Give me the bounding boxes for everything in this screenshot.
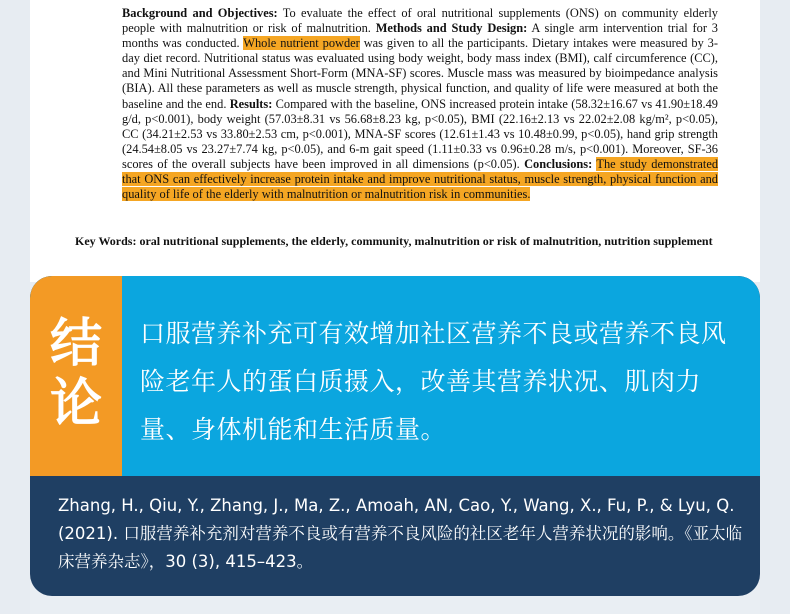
abstract-text-2: A single arm intervention trial for 3 months was conducted. [122,21,719,51]
abstract-paragraph [122,6,718,202]
conclusion-tag [30,276,122,476]
abstract-text-4: Compared with the baseline, ONS increased protein intake (58.32±16.67 vs 41.90±18.49 g/d, p<0.001), body weight (57.03±8.31 vs 56.68±8.23 kg, p<0.05), BMI (22.16±2.13 vs 22.02±2.08 kg/m², p<0.05), CC (34.21±2.53 vs 33.80±2.53 cm, p<0.001), MNA-SF scores (12.61±1.43 vs 10.48±0.99, p<0.05), hand grip strength (24.54±8.05 vs 23.27±7.74 kg, p<0.05), and 6-m gait speed (1.11±0.33 vs 0.96±0.28 m/s, p<0.001). Moreover, SF-36 scores of the overall subjects have been improved in all dimensions (p<0.05). [122,96,718,171]
abstract-text-1: To evaluate the effect of oral nutritional supplements (ONS) on community elderly people with malnutrition or risk of malnutrition. [122,6,719,36]
highlight-whole-nutrient-powder: Whole nutrient powder [243,36,360,51]
conclusion-card [30,276,760,596]
page-margin-right [760,0,790,614]
key-words: Key Words: oral nutritional supplements, the elderly, community, malnutrition or risk of malnutrition, nutrition supplement [75,234,713,248]
highlight-conclusion: The study demonstrated that ONS can effectively increase protein intake and improve nutritional status, muscle strength, physical function and quality of life of the elderly with malnutrition or malnutrition risk in communities. [122,156,719,202]
citation: Zhang, H., Qiu, Y., Zhang, J., Ma, Z., Amoah, AN, Cao, Y., Wang, X., Fu, P., & Lyu, Q. (2021). 口服营养补充剂对营养不良或有营养不良风险的社区老年人营养状况的影响。《亚太临床营养杂志》，30 (3), 415–423。 [58,496,743,571]
conclusions-label: Conclusions: [524,156,593,171]
page-margin-left [0,0,30,614]
tag-char-1: 结 [49,314,102,374]
methods-label: Methods and Study Design: [375,21,528,36]
conclusion-panel [30,276,760,476]
results-label: Results: [229,96,273,111]
abstract-text-3: was given to all the participants. Dietary intakes were measured by 3-day diet record. Nutritional status was evaluated using body weight, body mass index (BMI), calf circumference (CC), and Mini Nutritional Assessment Short-Form (MNA-SF) scores. Muscle mass was measured by bioimpedance analysis (BIA). All these parameters as well as muscle strength, physical function, and quality of life were measured at both the baseline and the end. [122,36,718,111]
background-label: Background and Objectives: [122,6,278,20]
conclusion-text: 口服营养补充可有效增加社区营养不良或营养不良风险老年人的蛋白质摄入，改善其营养状况、肌肉力量、身体机能和生活质量。 [140,319,727,444]
paper-excerpt [30,0,760,282]
tag-char-2: 论 [49,374,102,434]
